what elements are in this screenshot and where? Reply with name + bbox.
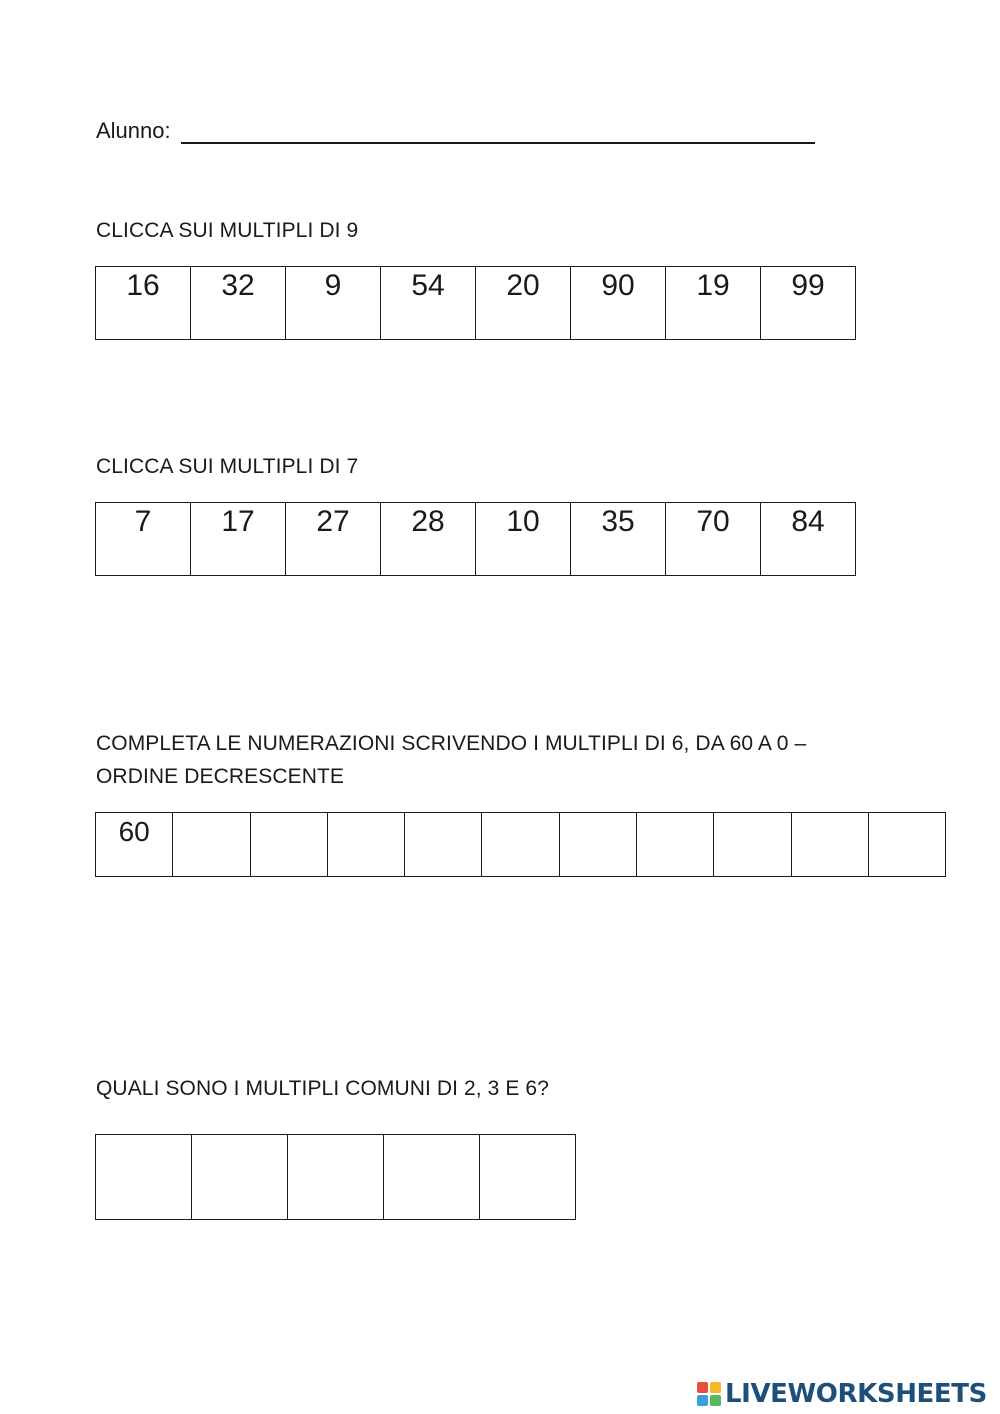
exercise-4-input-cell[interactable]: [96, 1135, 192, 1219]
exercise-4-input-cell[interactable]: [480, 1135, 576, 1219]
exercise-1-cell[interactable]: 19: [666, 267, 761, 339]
exercise-4-input-cell[interactable]: [192, 1135, 288, 1219]
exercise-3-input-cell[interactable]: [251, 813, 328, 876]
exercise-2-cell[interactable]: 17: [191, 503, 286, 575]
exercise-3-input-cell[interactable]: [173, 813, 250, 876]
exercise-3-prompt-line-2: ORDINE DECRESCENTE: [96, 765, 344, 788]
logo-square-yellow: [710, 1382, 721, 1393]
student-label: Alunno:: [96, 118, 171, 143]
exercise-2-cell[interactable]: 84: [761, 503, 856, 575]
exercise-2-cell[interactable]: 35: [571, 503, 666, 575]
exercise-3-prompt-line-1: COMPLETA LE NUMERAZIONI SCRIVENDO I MULTIPLI DI 6, DA 60 A 0 –: [96, 732, 807, 755]
exercise-1-cell[interactable]: 16: [96, 267, 191, 339]
exercise-3-input-cell[interactable]: [328, 813, 405, 876]
exercise-1-cell[interactable]: 9: [286, 267, 381, 339]
exercise-4-input-cell[interactable]: [288, 1135, 384, 1219]
exercise-2-cell[interactable]: 70: [666, 503, 761, 575]
exercise-1-grid: [95, 266, 856, 340]
exercise-1-prompt: CLICCA SUI MULTIPLI DI 9: [96, 219, 359, 242]
exercise-1-cell[interactable]: 20: [476, 267, 571, 339]
logo-square-green: [710, 1395, 721, 1406]
exercise-1-cell[interactable]: 54: [381, 267, 476, 339]
exercise-3-grid: [95, 812, 946, 877]
exercise-3-input-cell[interactable]: [482, 813, 559, 876]
exercise-2-prompt: CLICCA SUI MULTIPLI DI 7: [96, 455, 359, 478]
exercise-4-prompt: QUALI SONO I MULTIPLI COMUNI DI 2, 3 E 6?: [96, 1077, 549, 1100]
logo-square-red: [697, 1382, 708, 1393]
exercise-2-cell[interactable]: 10: [476, 503, 571, 575]
student-name-row: [96, 118, 815, 144]
exercise-2-cell[interactable]: 7: [96, 503, 191, 575]
exercise-3-input-cell[interactable]: [714, 813, 791, 876]
logo-square-blue: [697, 1395, 708, 1406]
exercise-4-grid: [95, 1134, 576, 1220]
exercise-2-cell[interactable]: 28: [381, 503, 476, 575]
exercise-3-input-cell[interactable]: [560, 813, 637, 876]
exercise-3-cell: 60: [96, 813, 173, 876]
exercise-3-input-cell[interactable]: [869, 813, 946, 876]
liveworksheets-wordmark: LIVEWORKSHEETS: [725, 1379, 987, 1409]
exercise-1-cell[interactable]: 90: [571, 267, 666, 339]
exercise-3-input-cell[interactable]: [405, 813, 482, 876]
exercise-1-cell[interactable]: 32: [191, 267, 286, 339]
exercise-1-cell[interactable]: 99: [761, 267, 856, 339]
student-name-field[interactable]: [181, 118, 815, 144]
exercise-3-input-cell[interactable]: [792, 813, 869, 876]
exercise-3-input-cell[interactable]: [637, 813, 714, 876]
exercise-3-prompt: [96, 727, 806, 793]
liveworksheets-logo-icon: [697, 1382, 721, 1406]
liveworksheets-logo: [697, 1380, 987, 1408]
exercise-4-input-cell[interactable]: [384, 1135, 480, 1219]
exercise-2-grid: [95, 502, 856, 576]
exercise-2-cell[interactable]: 27: [286, 503, 381, 575]
